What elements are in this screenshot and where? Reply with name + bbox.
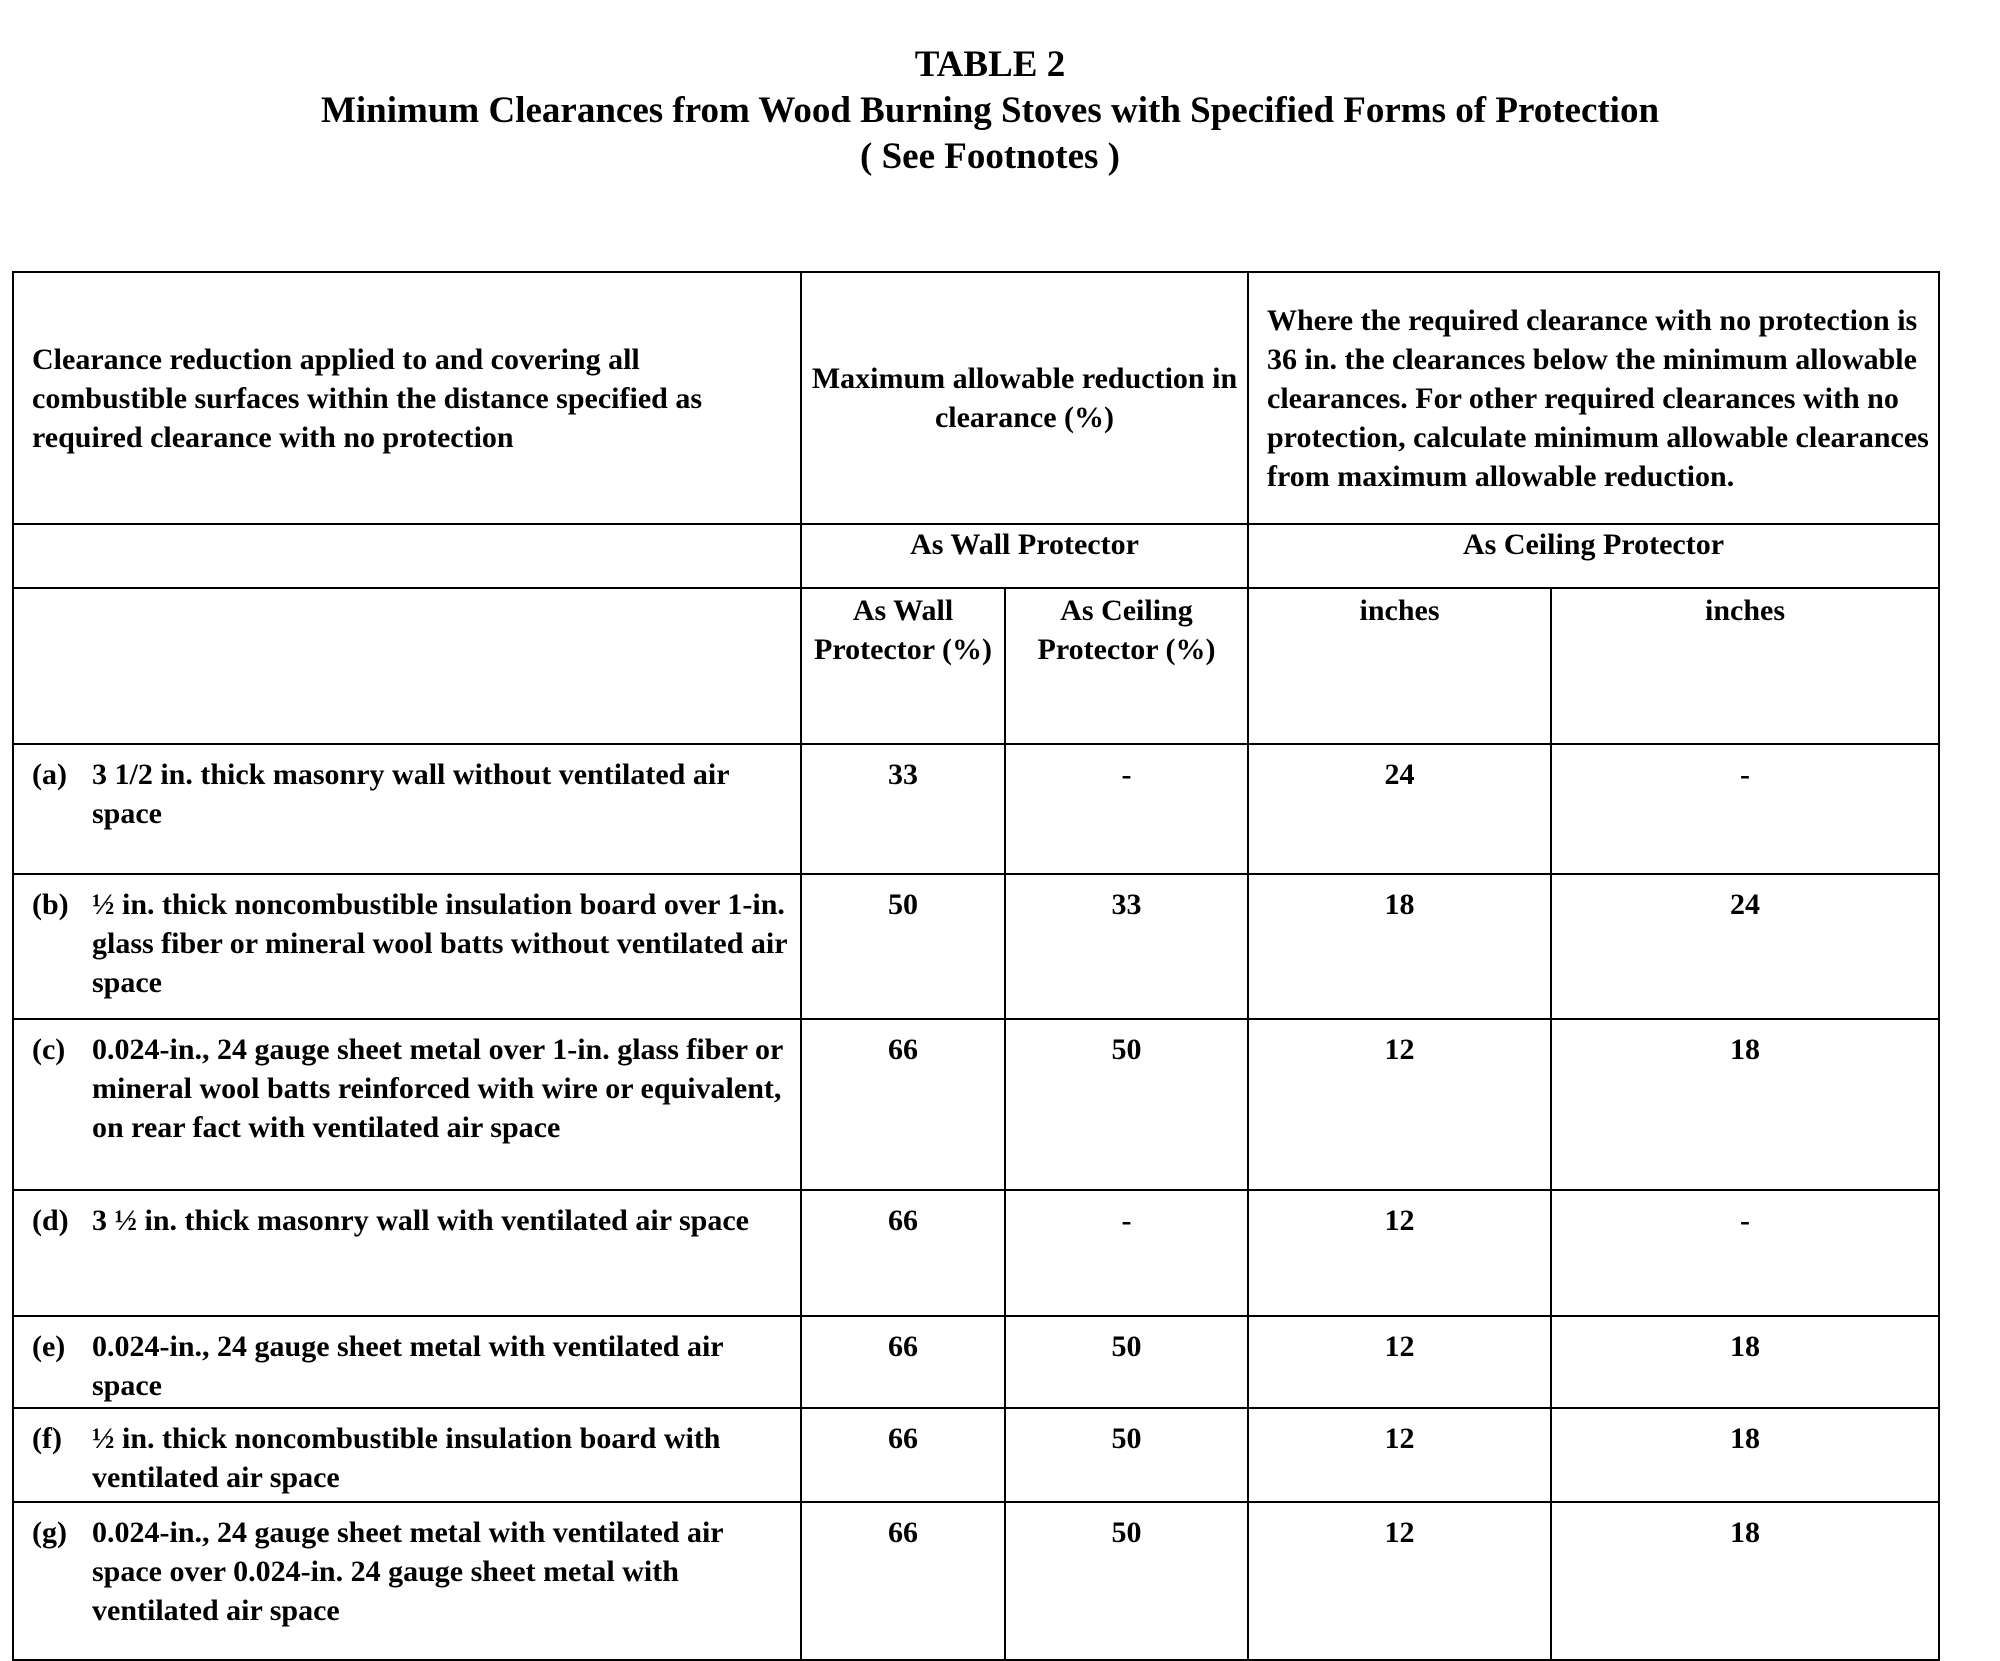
row-letter: (e) (32, 1330, 66, 1363)
table-title: Minimum Clearances from Wood Burning Stoves with Specified Forms of Protection (320, 90, 1660, 131)
row-description-cell (13, 1019, 801, 1190)
header-col-ceiling-pct: As Ceiling Protector (%) (1005, 588, 1248, 744)
header-description: Clearance reduction applied to and covering all combustible surfaces within the distance specified as required clearance with no protection (32, 342, 702, 454)
row-description-cell (13, 744, 801, 874)
row-ceiling-pct: - (1005, 744, 1248, 874)
row-letter: (d) (32, 1204, 69, 1237)
table-label: TABLE 2 (914, 44, 1066, 85)
row-ceiling-pct: 50 (1005, 1408, 1248, 1502)
row-wall-pct: 66 (801, 1408, 1005, 1502)
row-description: 3 1/2 in. thick masonry wall without ventilated air space (92, 758, 729, 830)
row-letter: (g) (32, 1516, 67, 1549)
row-ceiling-inches: 18 (1551, 1316, 1939, 1408)
row-description: ½ in. thick noncombustible insulation board over 1-in. glass fiber or mineral wool batts without ventilated air space (92, 888, 787, 999)
row-wall-inches: 18 (1248, 874, 1551, 1019)
row-ceiling-inches: 24 (1551, 874, 1939, 1019)
row-wall-pct: 66 (801, 1316, 1005, 1408)
row-ceiling-pct: 50 (1005, 1019, 1248, 1190)
row-ceiling-inches: - (1551, 744, 1939, 874)
table-row (13, 744, 1939, 874)
row-wall-pct: 66 (801, 1502, 1005, 1660)
row-letter: (b) (32, 888, 69, 921)
row-letter: (f) (32, 1422, 62, 1455)
row-ceiling-inches: - (1551, 1190, 1939, 1316)
table-row (13, 1316, 1939, 1408)
row-wall-pct: 66 (801, 1190, 1005, 1316)
table-row (13, 1190, 1939, 1316)
header-row-columns (13, 588, 1939, 744)
row-description: 3 ½ in. thick masonry wall with ventilated air space (92, 1204, 749, 1237)
header-group-ceiling: As Ceiling Protector (1248, 524, 1939, 588)
header-row-main (13, 272, 1939, 524)
header-description-cell (13, 272, 801, 524)
row-ceiling-pct: 33 (1005, 874, 1248, 1019)
header-clearance-note-cell (1248, 272, 1939, 524)
row-ceiling-pct: 50 (1005, 1316, 1248, 1408)
row-description-cell (13, 1190, 801, 1316)
document-heading (0, 42, 1980, 180)
header-clearance-note: Where the required clearance with no protection is 36 in. the clearances below the minimum allowable clearances. For other required clearances with no protection, calculate minimum allowable clearances from maximum allowable reduction. (1267, 303, 1929, 493)
header-empty-cell (13, 524, 801, 588)
table-row (13, 874, 1939, 1019)
row-ceiling-inches: 18 (1551, 1019, 1939, 1190)
row-description-cell (13, 1408, 801, 1502)
clearance-table (12, 271, 1940, 1661)
table-row (13, 1019, 1939, 1190)
row-wall-inches: 12 (1248, 1408, 1551, 1502)
row-wall-pct: 50 (801, 874, 1005, 1019)
row-wall-pct: 66 (801, 1019, 1005, 1190)
row-letter: (a) (32, 758, 67, 791)
row-ceiling-inches: 18 (1551, 1408, 1939, 1502)
row-wall-inches: 12 (1248, 1502, 1551, 1660)
row-wall-pct: 33 (801, 744, 1005, 874)
row-description-cell (13, 874, 801, 1019)
table-subtitle: ( See Footnotes ) (860, 136, 1120, 177)
row-ceiling-pct: - (1005, 1190, 1248, 1316)
header-row-groups (13, 524, 1939, 588)
row-letter: (c) (32, 1033, 66, 1066)
row-wall-inches: 12 (1248, 1019, 1551, 1190)
row-description-cell (13, 1316, 801, 1408)
row-ceiling-pct: 50 (1005, 1502, 1248, 1660)
row-description-cell (13, 1502, 801, 1660)
table-row (13, 1502, 1939, 1660)
header-group-wall: As Wall Protector (801, 524, 1248, 588)
header-empty-cell (13, 588, 801, 744)
row-wall-inches: 24 (1248, 744, 1551, 874)
row-description: 0.024-in., 24 gauge sheet metal over 1-in. glass fiber or mineral wool batts reinforced with wire or equivalent, on rear fact with ventilated air space (92, 1033, 783, 1144)
header-col-wall-in: inches (1248, 588, 1551, 744)
row-wall-inches: 12 (1248, 1190, 1551, 1316)
row-description: 0.024-in., 24 gauge sheet metal with ventilated air space over 0.024-in. 24 gauge sheet metal with ventilated air space (92, 1516, 724, 1627)
header-col-wall-pct: As Wall Protector (%) (801, 588, 1005, 744)
row-wall-inches: 12 (1248, 1316, 1551, 1408)
header-reduction-cell (801, 272, 1248, 524)
row-description: 0.024-in., 24 gauge sheet metal with ventilated air space (92, 1330, 724, 1402)
table-row (13, 1408, 1939, 1502)
table-body (13, 744, 1939, 1660)
header-col-ceiling-in: inches (1551, 588, 1939, 744)
row-ceiling-inches: 18 (1551, 1502, 1939, 1660)
header-reduction: Maximum allowable reduction in clearance (%) (811, 362, 1238, 434)
row-description: ½ in. thick noncombustible insulation board with ventilated air space (92, 1422, 721, 1494)
